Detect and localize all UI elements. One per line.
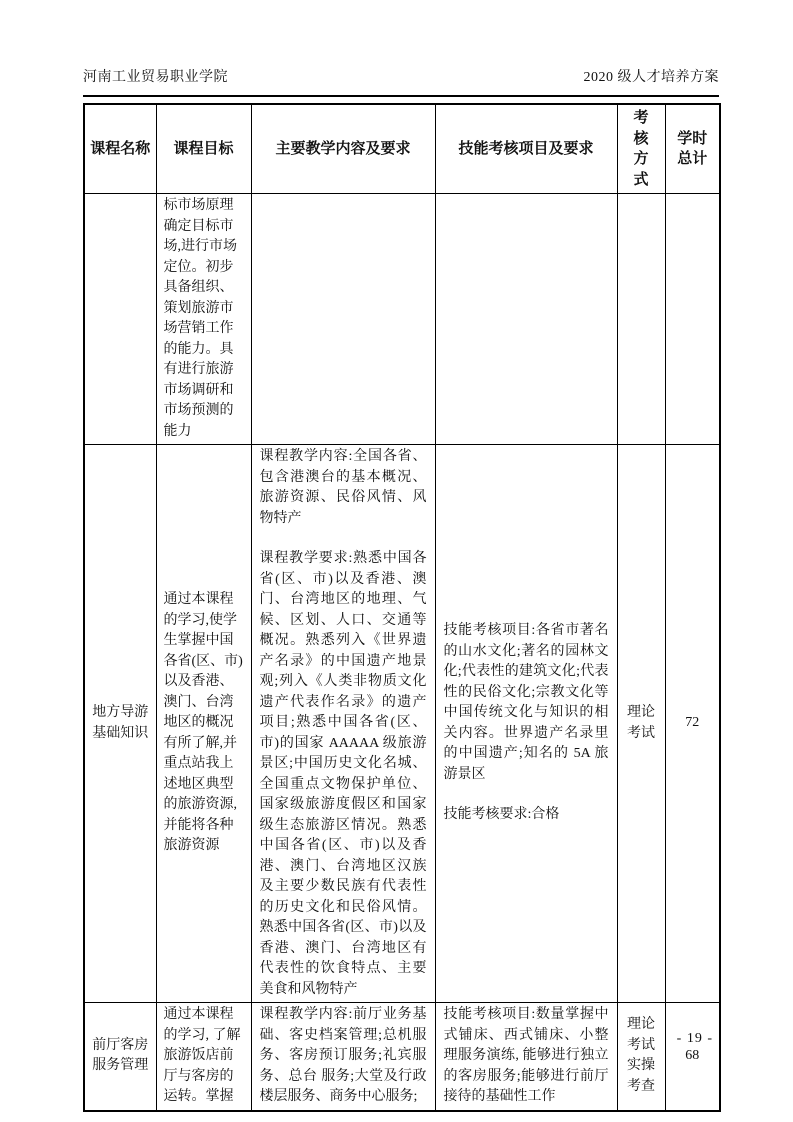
column-header-method: 考核方式 xyxy=(617,104,665,194)
table-row-local-guide xyxy=(84,445,720,1003)
cell-skill-assessment xyxy=(435,194,617,445)
cell-teaching-content xyxy=(251,445,435,1003)
table-header-row xyxy=(84,104,720,194)
column-header-teaching: 主要教学内容及要求 xyxy=(251,104,435,194)
cell-teaching-content xyxy=(251,1003,435,1111)
header-rule xyxy=(83,95,719,97)
objective-text: 标市场原理确定目标市场,进行市场定位。初步具备组织、策划旅游市场营销工作的能力。具有进行旅游市场调研和市场预测的能力 xyxy=(163,198,237,439)
cell-assessment-method: 理论考试实操考查 xyxy=(617,1003,665,1111)
cell-skill-assessment xyxy=(435,445,617,1003)
cell-assessment-method: 理论考试 xyxy=(617,445,665,1003)
page-number: - 19 - xyxy=(676,1031,713,1046)
course-table xyxy=(83,103,721,1112)
objective-text: 通过本课程的学习,使学生掌握中国各省(区、市)以及香港、澳门、台湾地区的概况有所了解,并重点站我上述地区典型的旅游资源,并能将各种旅游资源 xyxy=(163,592,243,854)
page-header-program: 2020 级人才培养方案 xyxy=(583,70,719,85)
skill-items-text: 技能考核项目:数量掌握中式铺床、西式铺床、小整理服务演练, 能够进行独立的客房服务;能够进行前厅接待的基础性工作 xyxy=(443,1007,609,1104)
column-header-skill: 技能考核项目及要求 xyxy=(435,104,617,194)
page-header-school: 河南工业贸易职业学院 xyxy=(83,70,228,85)
table-row-continuation xyxy=(84,194,720,445)
column-header-hours: 学时总计 xyxy=(665,104,720,194)
cell-course-objective xyxy=(156,1003,251,1111)
column-header-course: 课程名称 xyxy=(84,104,156,194)
teaching-content-text: 课程教学内容:全国各省、包含港澳台的基本概况、旅游资源、民俗风情、风物特产 xyxy=(259,449,427,526)
cell-total-hours xyxy=(665,194,720,445)
column-header-objective: 课程目标 xyxy=(156,104,251,194)
cell-course-name: 地方导游基础知识 xyxy=(84,445,156,1003)
page-header xyxy=(83,66,719,86)
teaching-content-text: 课程教学内容:前厅业务基础、客史档案管理;总机服务、客房预订服务;礼宾服务、总台 服务;大堂及行政楼层服务、商务中心服务; xyxy=(259,1007,427,1104)
cell-teaching-content xyxy=(251,194,435,445)
cell-assessment-method xyxy=(617,194,665,445)
teaching-requirements-text: 课程教学要求:熟悉中国各省(区、市)以及香港、澳门、台湾地区的地理、气候、区划、人口、交通等概况。熟悉列入《世界遗产名录》的中国遗产地景观;列入《人类非物质文化遗产代表作名录》的遗产项目;熟悉中国各省(区、市)的国家 AAAAA 级旅游景区;中国历史文化名城、全国重点文物保护单位、国家级旅游度假区和国家级生态旅游区情况。熟悉中国各省(区、市)以及香港、澳门、台湾地区汉族及主要少数民族有代表性的历史文化和民俗风情。熟悉中国各省(区、市)以及香港、澳门、台湾地区有代表性的饮食特点、主要美食和风物特产 xyxy=(259,551,427,997)
cell-course-name xyxy=(84,194,156,445)
skill-requirements-text: 技能考核要求:合格 xyxy=(443,807,560,823)
skill-items-text: 技能考核项目:各省市著名的山水文化;著名的园林文化;代表性的建筑文化;代表性的民俗文化;宗教文化等中国传统文化与知识的相关内容。世界遗产名录里的中国遗产;知名的 5A 旅游景区 xyxy=(443,623,609,782)
cell-course-name: 前厅客房服务管理 xyxy=(84,1003,156,1111)
cell-total-hours: 68 xyxy=(665,1003,720,1111)
table-row-front-office xyxy=(84,1003,720,1111)
cell-course-objective xyxy=(156,445,251,1003)
cell-total-hours: 72 xyxy=(665,445,720,1003)
cell-course-objective xyxy=(156,194,251,445)
cell-skill-assessment xyxy=(435,1003,617,1111)
objective-text: 通过本课程的学习, 了解旅游饭店前厅与客房的运转。掌握 xyxy=(163,1007,241,1104)
